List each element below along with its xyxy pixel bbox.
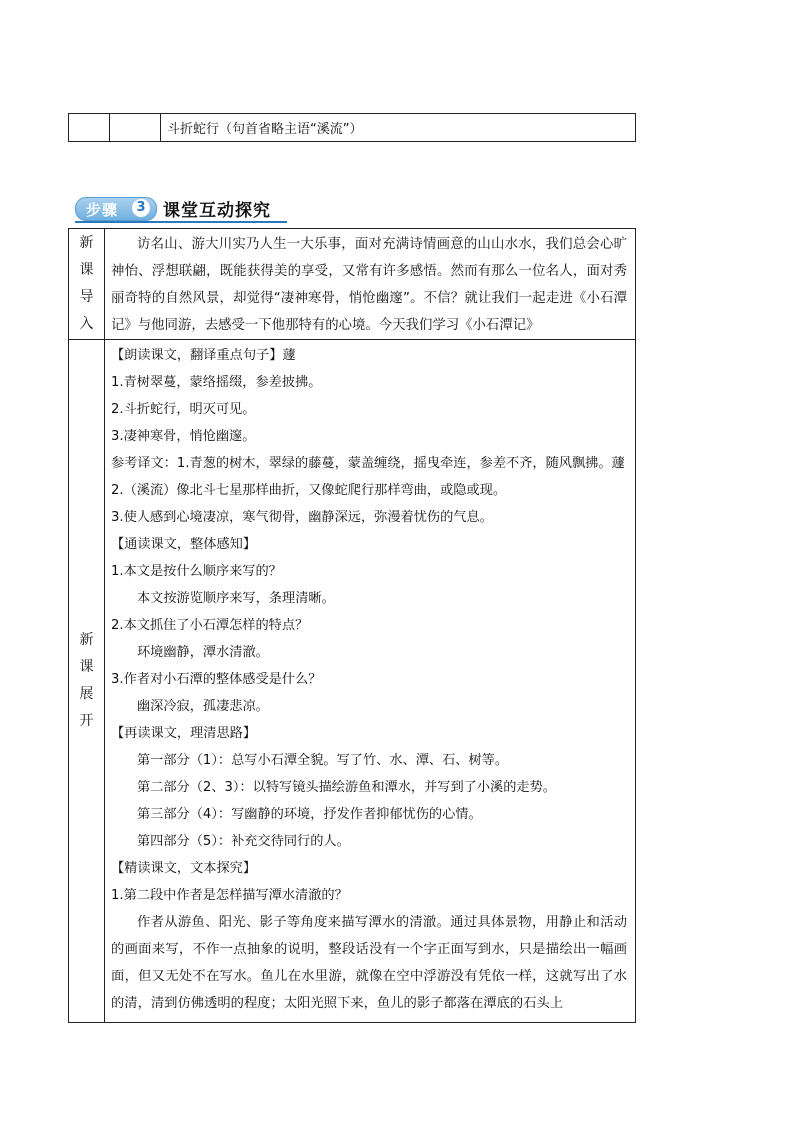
label-char: 导 bbox=[79, 289, 94, 305]
content-line: 参考译文：1.青葱的树木，翠绿的藤蔓，蒙盖缠绕，摇曳牵连，参差不齐，随风飘拂。蘧 bbox=[111, 456, 625, 471]
develop-label bbox=[69, 627, 104, 735]
label-char: 新 bbox=[79, 632, 94, 648]
content-line: 3.使人感到心境凄凉，寒气彻骨，幽静深远，弥漫着忧伤的气息。 bbox=[111, 510, 493, 525]
section-title: 课堂互动探究 bbox=[163, 201, 271, 221]
content-line: 2.本文抓住了小石潭怎样的特点？ bbox=[111, 618, 309, 633]
develop-row bbox=[69, 340, 636, 1023]
content-line: 1.第二段中作者是怎样描写潭水清澈的？ bbox=[111, 888, 348, 903]
content-line: 2.（溪流）像北斗七星那样曲折，又像蛇爬行那样弯曲，或隐或现。 bbox=[111, 483, 507, 498]
develop-content-cell bbox=[105, 340, 636, 1023]
label-char: 新 bbox=[79, 235, 94, 251]
content-line: 3.作者对小石潭的整体感受是什么？ bbox=[111, 672, 322, 687]
step-header bbox=[75, 195, 555, 221]
label-char: 展 bbox=[79, 686, 94, 702]
content-line: 2.斗折蛇行，明灭可见。 bbox=[111, 402, 256, 417]
content-line: 3.凄神寒骨，悄怆幽邃。 bbox=[111, 429, 256, 444]
analysis-paragraph: 作者从游鱼、阳光、影子等角度来描写潭水的清澈。通过具体景物，用静止和活动的画面来写，不作一点抽象的说明，整段话没有一个字正面写到水，只是描绘出一幅画面，但又无处不在写水。鱼儿在水里游，就像在空中浮游没有凭依一样，这就写出了水的清，清到仿佛透明的程度；太阳光照下来，鱼儿的影子都落在潭底的石头上 bbox=[111, 915, 627, 1011]
intro-content-cell bbox=[105, 229, 636, 340]
content-line: 第二部分（2、3）：以特写镜头描绘游鱼和潭水，并写到了小溪的走势。 bbox=[137, 780, 556, 795]
step-badge bbox=[75, 197, 157, 221]
content-line: 第三部分（4）：写幽静的环境，抒发作者抑郁忧伤的心情。 bbox=[137, 807, 482, 822]
annotation-cell: 斗折蛇行（句首省略主语“溪流”） bbox=[161, 114, 636, 142]
content-line: 【朗读课文，翻译重点句子】蘧 bbox=[111, 348, 296, 363]
empty-cell bbox=[69, 114, 110, 142]
content-line: 【通读课文，整体感知】 bbox=[111, 537, 257, 552]
label-char: 开 bbox=[79, 713, 94, 729]
empty-cell bbox=[110, 114, 161, 142]
step-word: 步骤 bbox=[86, 201, 119, 219]
content-line: 【精读课文，文本探究】 bbox=[111, 861, 257, 876]
content-line: 【再读课文，理清思路】 bbox=[111, 726, 257, 741]
lesson-table bbox=[68, 228, 636, 1023]
content-line: 1.青树翠蔓，蒙络摇缀，参差披拂。 bbox=[111, 375, 322, 390]
label-char: 课 bbox=[79, 262, 94, 278]
intro-text: 访名山、游大川实乃人生一大乐事，面对充满诗情画意的山山水水，我们总会心旷神怡、浮想联翩，既能获得美的享受，又常有许多感悟。然而有那么一位名人，面对秀丽奇特的自然风景，却觉得“凄神寒骨，悄怆幽邃”。不信？就让我们一起走进《小石潭记》与他同游，去感受一下他那特有的心境。今天我们学习《小石潭记》 bbox=[111, 237, 627, 333]
content-line: 第一部分（1）：总写小石潭全貌。写了竹、水、潭、石、树等。 bbox=[137, 753, 509, 768]
intro-label bbox=[69, 230, 104, 338]
previous-table-fragment bbox=[68, 113, 636, 142]
label-char: 入 bbox=[79, 316, 94, 332]
intro-row bbox=[69, 229, 636, 340]
content-line: 1.本文是按什么顺序来写的？ bbox=[111, 564, 282, 579]
label-char: 课 bbox=[79, 659, 94, 675]
content-line: 本文按游览顺序来写，条理清晰。 bbox=[137, 591, 335, 606]
develop-content bbox=[105, 340, 635, 1021]
content-line: 环境幽静，潭水清澈。 bbox=[137, 645, 269, 660]
develop-label-cell bbox=[69, 340, 105, 1023]
step-number-circle: 3 bbox=[132, 199, 150, 217]
intro-label-cell bbox=[69, 229, 105, 340]
content-line: 幽深冷寂，孤凄悲凉。 bbox=[137, 699, 269, 714]
title-underline bbox=[75, 221, 287, 223]
content-line: 第四部分（5）：补充交待同行的人。 bbox=[137, 834, 350, 849]
